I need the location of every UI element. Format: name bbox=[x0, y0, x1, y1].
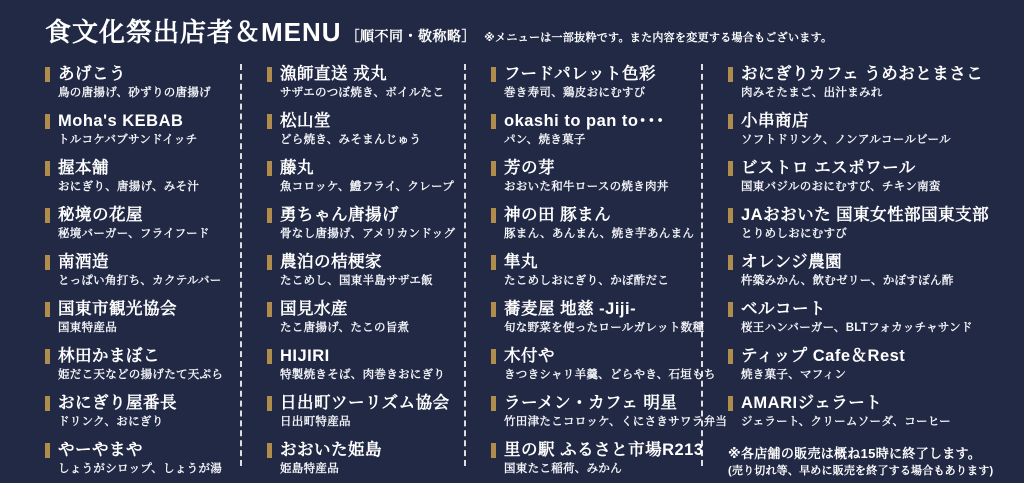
vendor-menu: 国東バジルのおにむすび、チキン南蛮 bbox=[741, 181, 941, 193]
accent-bar-icon bbox=[45, 67, 50, 82]
accent-bar-icon bbox=[491, 349, 496, 364]
accent-bar-icon bbox=[491, 208, 496, 223]
accent-bar-icon bbox=[45, 161, 50, 176]
vendor-name: オレンジ農園 bbox=[741, 253, 843, 271]
vendor-menu: 豚まん、あんまん、焼き芋あんまん bbox=[504, 228, 695, 240]
vendor-entry bbox=[267, 158, 464, 194]
vendor-entry bbox=[491, 205, 701, 241]
page-title: 食文化祭出店者＆MENU bbox=[45, 17, 342, 47]
accent-bar-icon bbox=[491, 443, 496, 458]
vendor-name-row bbox=[491, 440, 704, 460]
vendor-name-row bbox=[267, 158, 464, 178]
accent-bar-icon bbox=[267, 349, 272, 364]
vendor-menu: 焼き菓子、マフィン bbox=[741, 369, 847, 381]
accent-bar-icon bbox=[267, 208, 272, 223]
vendor-name-row bbox=[45, 393, 240, 413]
accent-bar-icon bbox=[45, 302, 50, 317]
vendor-name-row bbox=[728, 299, 1005, 319]
accent-bar-icon bbox=[728, 114, 733, 129]
vendor-name: 神の田 豚まん bbox=[504, 206, 612, 224]
vendor-name: おにぎり屋番長 bbox=[58, 394, 177, 412]
vendor-entry bbox=[728, 158, 1005, 194]
vendor-name-row bbox=[267, 346, 464, 366]
accent-bar-icon bbox=[491, 255, 496, 270]
menu-column-1 bbox=[45, 62, 240, 483]
accent-bar-icon bbox=[728, 255, 733, 270]
vendor-name-row bbox=[267, 64, 464, 84]
vendor-menu: 鳥の唐揚げ、砂ずりの唐揚げ bbox=[58, 87, 211, 99]
vendor-menu: 桜王ハンバーガー、BLTフォカッチャサンド bbox=[741, 322, 973, 334]
vendor-entry bbox=[728, 64, 1005, 100]
accent-bar-icon bbox=[45, 114, 50, 129]
vendor-name: あげこう bbox=[58, 65, 126, 83]
accent-bar-icon bbox=[728, 161, 733, 176]
accent-bar-icon bbox=[728, 208, 733, 223]
accent-bar-icon bbox=[491, 396, 496, 411]
accent-bar-icon bbox=[45, 208, 50, 223]
accent-bar-icon bbox=[267, 161, 272, 176]
accent-bar-icon bbox=[267, 443, 272, 458]
accent-bar-icon bbox=[491, 67, 496, 82]
vendor-menu: 杵築みかん、飲むゼリー、かぼすぽん酢 bbox=[741, 275, 954, 287]
vendor-menu: 国東特産品 bbox=[58, 322, 117, 334]
vendor-entry bbox=[491, 440, 704, 476]
menu-column-3 bbox=[466, 62, 728, 483]
vendor-name-row bbox=[267, 252, 464, 272]
vendor-name-row bbox=[491, 252, 701, 272]
header-note: ※メニューは一部抜粋です。また内容を変更する場合もございます。 bbox=[484, 32, 833, 44]
vendor-entry bbox=[45, 158, 240, 194]
vendor-entry bbox=[267, 205, 464, 241]
vendor-name-row bbox=[491, 346, 701, 366]
vendor-name: 蕎麦屋 地慈 -Jiji- bbox=[504, 300, 637, 318]
column-entries bbox=[267, 64, 464, 476]
vendor-menu: とりめしおにむすび bbox=[741, 228, 848, 240]
column-entries bbox=[491, 64, 728, 476]
accent-bar-icon bbox=[728, 67, 733, 82]
footnote-line-1: ※各店舗の販売は概ね15時に終了します。 bbox=[728, 446, 982, 461]
vendor-entry bbox=[491, 158, 701, 194]
vendor-entry bbox=[45, 252, 240, 288]
vendor-name-row bbox=[267, 205, 464, 225]
vendor-name-row bbox=[728, 205, 1005, 225]
vendor-name-row bbox=[728, 64, 1005, 84]
vendor-name: フードパレット色彩 bbox=[504, 65, 657, 83]
vendor-menu: 旬な野菜を使ったロールガレット数種 bbox=[504, 322, 705, 334]
vendor-name-row bbox=[728, 158, 1005, 178]
vendor-entry bbox=[491, 393, 728, 429]
vendor-name: Moha's KEBAB bbox=[58, 112, 184, 130]
vendor-menu: ソフトドリンク、ノンアルコールビール bbox=[741, 134, 951, 146]
vendor-menu: 国東たこ稲荷、みかん bbox=[504, 463, 622, 475]
menu-column-4 bbox=[703, 62, 1005, 483]
menu-column-2 bbox=[242, 62, 464, 483]
vendor-menu: おおいた和牛ロースの焼き肉丼 bbox=[504, 181, 669, 193]
accent-bar-icon bbox=[491, 161, 496, 176]
vendor-menu: たこめしおにぎり、かぼ酢だこ bbox=[504, 275, 670, 287]
vendor-name-row bbox=[45, 252, 240, 272]
vendor-menu: パン、焼き菓子 bbox=[504, 134, 586, 146]
accent-bar-icon bbox=[267, 302, 272, 317]
accent-bar-icon bbox=[45, 349, 50, 364]
vendor-name-row bbox=[267, 111, 464, 131]
accent-bar-icon bbox=[491, 114, 496, 129]
vendor-menu: たこ唐揚げ、たこの旨煮 bbox=[280, 322, 410, 334]
vendor-name: 日出町ツーリズム協会 bbox=[280, 394, 450, 412]
vendor-name: 農泊の桔梗家 bbox=[280, 253, 382, 271]
vendor-entry bbox=[45, 111, 240, 147]
vendor-menu: 姫だこ天などの揚げたて天ぷら bbox=[58, 369, 224, 381]
vendor-name: 藤丸 bbox=[280, 159, 314, 177]
vendor-name-row bbox=[728, 111, 1005, 131]
vendor-menu-grid bbox=[0, 62, 1024, 483]
vendor-name: 握本舗 bbox=[58, 159, 109, 177]
vendor-name-row bbox=[45, 158, 240, 178]
vendor-entry bbox=[728, 111, 1005, 147]
vendor-entry bbox=[45, 205, 240, 241]
vendor-menu: 巻き寿司、鶏皮おにむすび bbox=[504, 87, 646, 99]
vendor-entry bbox=[45, 346, 240, 382]
accent-bar-icon bbox=[728, 349, 733, 364]
vendor-name: ビストロ エスポワール bbox=[741, 159, 916, 177]
accent-bar-icon bbox=[728, 396, 733, 411]
vendor-entry bbox=[45, 393, 240, 429]
vendor-name: HIJIRI bbox=[280, 347, 330, 365]
vendor-name: 隼丸 bbox=[504, 253, 538, 271]
vendor-name: 国見水産 bbox=[280, 300, 348, 318]
column-entries bbox=[45, 64, 240, 476]
accent-bar-icon bbox=[267, 67, 272, 82]
vendor-entry bbox=[267, 346, 464, 382]
sales-end-footnote bbox=[728, 445, 1005, 479]
vendor-name-row bbox=[491, 64, 701, 84]
vendor-name: 林田かまぼこ bbox=[58, 347, 160, 365]
vendor-entry bbox=[267, 252, 464, 288]
vendor-entry bbox=[45, 64, 240, 100]
vendor-entry bbox=[728, 205, 1005, 241]
vendor-menu: サザエのつぼ焼き、ボイルたこ bbox=[280, 87, 445, 99]
vendor-entry bbox=[267, 299, 464, 335]
accent-bar-icon bbox=[267, 255, 272, 270]
vendor-name: ラーメン・カフェ 明星 bbox=[504, 394, 678, 412]
vendor-name: 南酒造 bbox=[58, 253, 109, 271]
accent-bar-icon bbox=[728, 302, 733, 317]
vendor-entry bbox=[491, 252, 701, 288]
vendor-entry bbox=[491, 346, 716, 382]
vendor-name: おおいた姫島 bbox=[280, 441, 382, 459]
vendor-menu: 特製焼きそば、肉巻きおにぎり bbox=[280, 369, 446, 381]
vendor-name: ベルコート bbox=[741, 300, 826, 318]
vendor-name-row bbox=[728, 252, 1005, 272]
vendor-name: 里の駅 ふるさと市場R213 bbox=[504, 441, 704, 459]
vendor-name: 芳の芽 bbox=[504, 159, 555, 177]
vendor-menu: おにぎり、唐揚げ、みそ汁 bbox=[58, 181, 200, 193]
vendor-name: 木付や bbox=[504, 347, 555, 365]
vendor-menu: 秘境バーガー、フライフード bbox=[58, 228, 210, 240]
vendor-menu: 肉みそたまご、出汁まみれ bbox=[741, 87, 883, 99]
vendor-menu: どら焼き、みそまんじゅう bbox=[280, 134, 422, 146]
vendor-name: おにぎりカフェ うめおとまさこ bbox=[741, 65, 984, 83]
vendor-menu: しょうがシロップ、しょうが湯 bbox=[58, 463, 223, 475]
vendor-entry bbox=[728, 252, 1005, 288]
vendor-menu: 骨なし唐揚げ、アメリカンドッグ bbox=[280, 228, 456, 240]
vendor-name: やーやまや bbox=[58, 441, 143, 459]
vendor-name: AMARIジェラート bbox=[741, 394, 883, 412]
vendor-menu: トルコケバブサンドイッチ bbox=[58, 134, 198, 146]
vendor-name-row bbox=[491, 205, 701, 225]
vendor-name-row bbox=[491, 158, 701, 178]
footnote-line-2: (売り切れ等、早めに販売を終了する場合もあります) bbox=[728, 465, 994, 477]
vendor-name-row bbox=[491, 393, 701, 413]
vendor-name: 国東市観光協会 bbox=[58, 300, 177, 318]
vendor-name: 松山堂 bbox=[280, 112, 331, 130]
vendor-entry bbox=[728, 299, 1005, 335]
vendor-name-row bbox=[45, 440, 240, 460]
accent-bar-icon bbox=[45, 396, 50, 411]
vendor-name-row bbox=[267, 440, 464, 460]
vendor-name: 漁師直送 戎丸 bbox=[280, 65, 388, 83]
accent-bar-icon bbox=[45, 443, 50, 458]
vendor-name-row bbox=[45, 346, 240, 366]
accent-bar-icon bbox=[267, 396, 272, 411]
vendor-entry bbox=[728, 346, 1005, 382]
vendor-menu: きつきシャリ羊羹、どらやき、石垣もち bbox=[504, 369, 716, 381]
vendor-entry bbox=[45, 299, 240, 335]
vendor-name: JAおおいた 国東女性部国東支部 bbox=[741, 206, 990, 224]
vendor-menu: ドリンク、おにぎり bbox=[58, 416, 164, 428]
vendor-name-row bbox=[45, 111, 240, 131]
vendor-entry bbox=[267, 393, 464, 429]
column-entries bbox=[728, 64, 1005, 429]
vendor-entry bbox=[267, 440, 464, 476]
vendor-entry bbox=[267, 111, 464, 147]
accent-bar-icon bbox=[267, 114, 272, 129]
vendor-entry bbox=[45, 440, 240, 476]
vendor-name: 秘境の花屋 bbox=[58, 206, 143, 224]
vendor-name-row bbox=[491, 111, 701, 131]
vendor-menu: 竹田津たこコロッケ、くにさきサワラ弁当 bbox=[504, 416, 728, 428]
vendor-entry bbox=[491, 111, 701, 147]
vendor-entry bbox=[491, 64, 701, 100]
vendor-menu: 姫島特産品 bbox=[280, 463, 339, 475]
vendor-name-row bbox=[267, 299, 464, 319]
page-header bbox=[0, 10, 1024, 49]
vendor-entry bbox=[491, 299, 705, 335]
accent-bar-icon bbox=[491, 302, 496, 317]
vendor-name-row bbox=[267, 393, 464, 413]
vendor-name-row bbox=[728, 393, 1005, 413]
vendor-entry bbox=[267, 64, 464, 100]
vendor-menu: たこめし、国東半島サザエ飯 bbox=[280, 275, 433, 287]
page-subtitle: ［順不同・敬称略］ bbox=[345, 28, 477, 44]
vendor-menu: とっぱい角打ち、カクテルバー bbox=[58, 275, 222, 287]
vendor-name-row bbox=[45, 299, 240, 319]
vendor-entry bbox=[728, 393, 1005, 429]
vendor-name: ティップ Cafe＆Rest bbox=[741, 347, 906, 365]
vendor-name-row bbox=[45, 205, 240, 225]
vendor-name: okashi to pan to･･･ bbox=[504, 112, 665, 130]
accent-bar-icon bbox=[45, 255, 50, 270]
vendor-name-row bbox=[728, 346, 1005, 366]
vendor-name: 勇ちゃん唐揚げ bbox=[280, 206, 399, 224]
vendor-name-row bbox=[491, 299, 701, 319]
vendor-name-row bbox=[45, 64, 240, 84]
vendor-menu: 日出町特産品 bbox=[280, 416, 351, 428]
vendor-menu: 魚コロッケ、鱧フライ、クレープ bbox=[280, 181, 455, 193]
vendor-menu: ジェラート、クリームソーダ、コーヒー bbox=[741, 416, 951, 428]
vendor-name: 小串商店 bbox=[741, 112, 809, 130]
